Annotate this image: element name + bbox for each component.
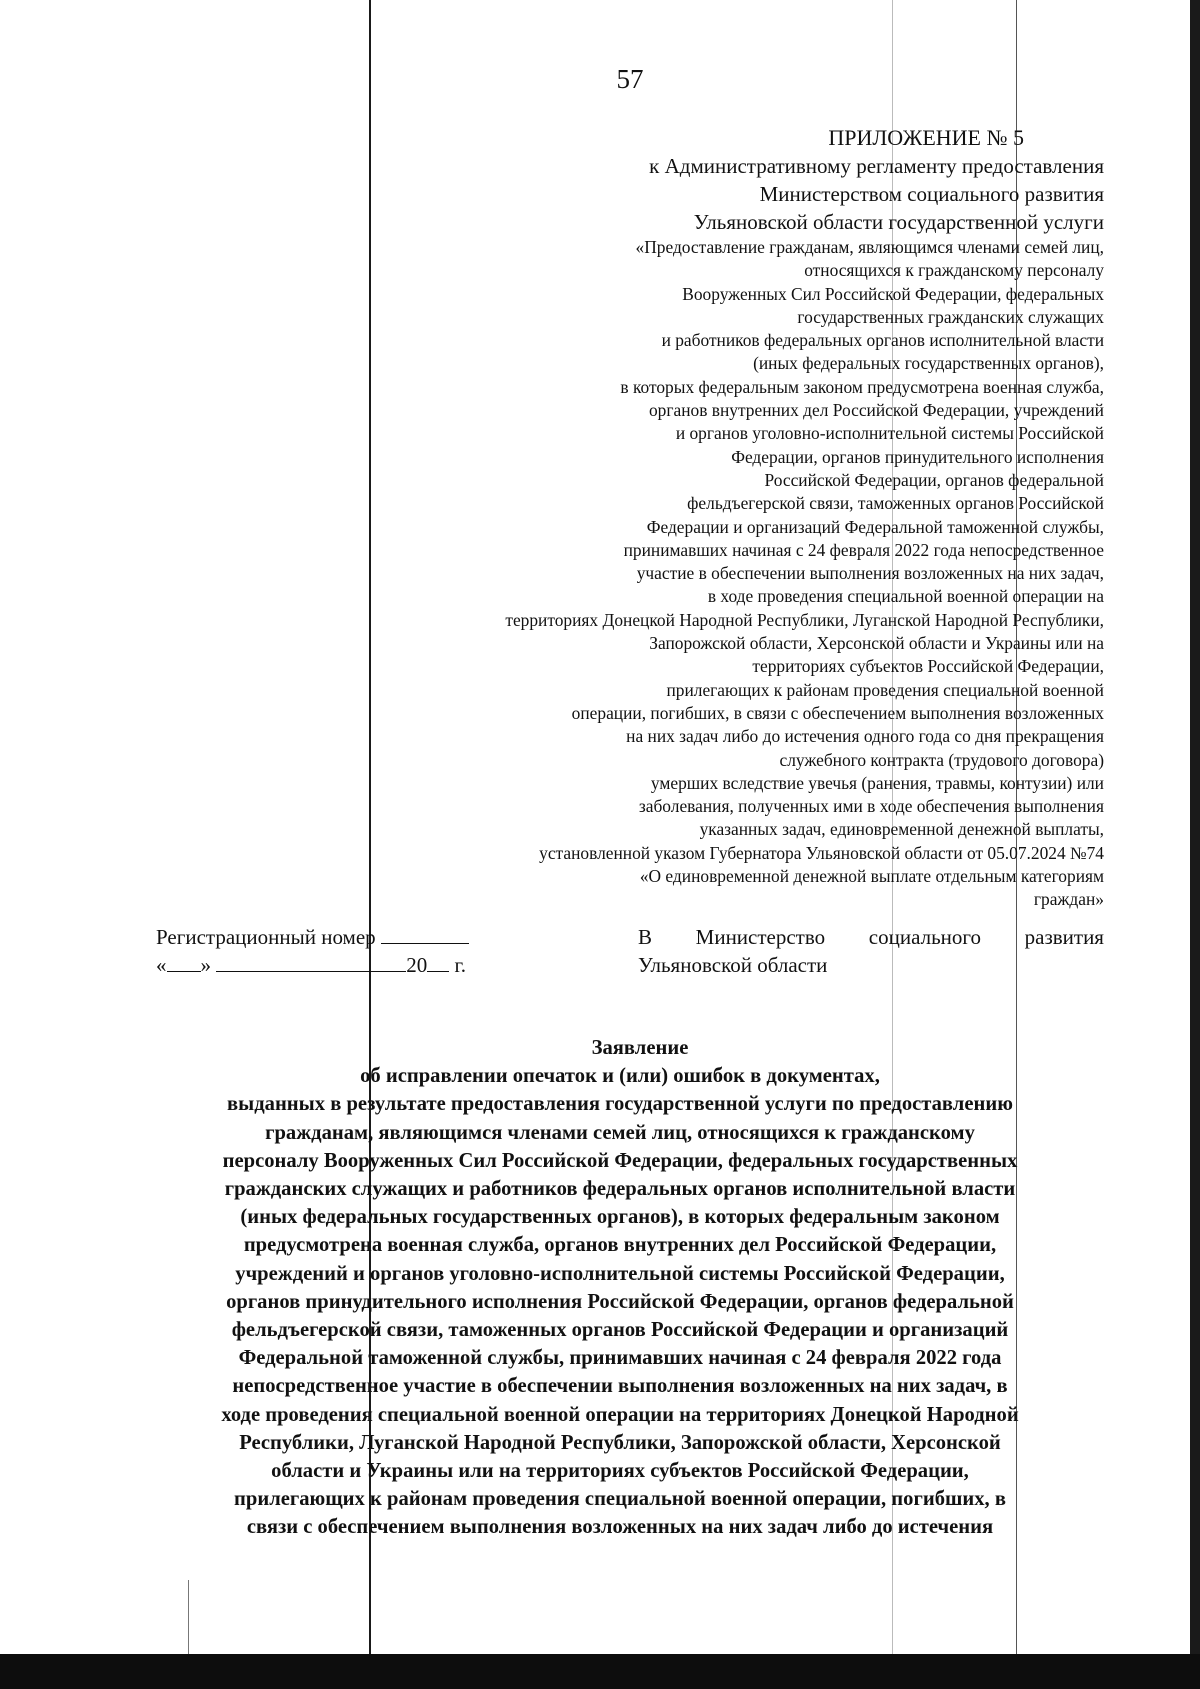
appendix-line: Федерации и организаций Федеральной таможенной службы, (646, 516, 1104, 537)
appendix-line: (иных федеральных государственных органов), (753, 353, 1104, 374)
appendix-title: ПРИЛОЖЕНИЕ № 5 (828, 125, 1024, 150)
appendix-line: операции, погибших, в связи с обеспечением выполнения возложенных (571, 702, 1104, 723)
appendix-line: относящихся к гражданскому персоналу (804, 260, 1104, 281)
appendix-header (344, 123, 1104, 912)
appendix-line: Российской Федерации, органов федеральной (764, 469, 1104, 490)
statement-line: предусмотрена военная служба, органов внутренних дел Российской Федерации, (243, 1234, 997, 1257)
addressee-block (638, 923, 1104, 979)
appendix-line: принимавших начиная с 24 февраля 2022 года непосредственное (623, 539, 1104, 560)
appendix-line: установленной указом Губернатора Ульяновской области от 05.07.2024 №74 (539, 842, 1104, 863)
addressee-line: Ульяновской области (638, 953, 828, 977)
appendix-line: на них задач либо до истечения одного года со дня прекращения (626, 726, 1104, 747)
statement-line: гражданам, являющимся членами семей лиц, относящихся к гражданскому (265, 1121, 975, 1144)
addressee-word: социального (868, 925, 981, 949)
appendix-line: участие в обеспечении выполнения возложенных на них задач, (636, 563, 1104, 584)
appendix-line: «О единовременной денежной выплате отдельным категориям (639, 866, 1104, 887)
statement-line: выданных в результате предоставления государственной услуги по предоставлению (227, 1093, 1013, 1116)
statement-line: связи с обеспечением выполнения возложенных на них задач либо до истечения (246, 1516, 994, 1539)
registration-number-row (156, 923, 536, 951)
appendix-line: «Предоставление гражданам, являющимся членами семей лиц, (635, 237, 1104, 257)
appendix-line: прилегающих к районам проведения специальной военной (666, 679, 1104, 700)
appendix-line: Министерством социального развития (759, 182, 1104, 206)
appendix-line: указанных задач, единовременной денежной выплаты, (699, 819, 1104, 840)
date-year-suffix: г. (454, 953, 466, 977)
appendix-line: и работников федеральных органов исполнительной власти (661, 330, 1104, 351)
statement-line: учреждений и органов уголовно-исполнительной системы Российской Федерации, (235, 1262, 1005, 1285)
appendix-line: служебного контракта (трудового договора) (779, 749, 1104, 770)
date-year-prefix: 20 (406, 953, 428, 977)
statement-line: фельдъегерской связи, таможенных органов Российской Федерации и организаций (231, 1319, 1009, 1342)
appendix-line: государственных гражданских служащих (797, 306, 1104, 327)
date-month-field[interactable] (216, 953, 406, 972)
scan-bottom-band (0, 1654, 1200, 1689)
appendix-line: Вооруженных Сил Российской Федерации, федеральных (682, 283, 1104, 304)
appendix-line: Федерации, органов принудительного исполнения (731, 446, 1104, 467)
appendix-line: заболевания, полученных ими в ходе обеспечения выполнения (638, 796, 1104, 817)
appendix-line: и органов уголовно-исполнительной системы Российской (675, 423, 1104, 444)
date-day-field[interactable] (167, 953, 201, 972)
addressee-word: развития (1024, 925, 1104, 949)
addressee-line (638, 923, 1104, 951)
statement-line: ходе проведения специальной военной операции на территориях Донецкой Народной (221, 1403, 1019, 1426)
appendix-line: фельдъегерской связи, таможенных органов Российской (687, 493, 1104, 514)
statement-line: гражданских служащих и работников федеральных органов исполнительной власти (224, 1178, 1016, 1201)
appendix-line: территориях Донецкой Народной Республики, Луганской Народной Республики, (505, 609, 1104, 630)
statement-line: органов принудительного исполнения Российской Федерации, органов федеральной (226, 1290, 1014, 1313)
date-year-field[interactable] (427, 953, 449, 972)
statement-line: Республики, Луганской Народной Республики, Запорожской области, Херсонской (239, 1431, 1001, 1454)
scan-edge-strip (1190, 0, 1200, 1689)
appendix-line: Запорожской области, Херсонской области и Украины или на (649, 633, 1104, 654)
appendix-line: Ульяновской области государственной услуги (693, 210, 1104, 234)
statement-line: (иных федеральных государственных органов), в которых федеральным законом (240, 1206, 1000, 1229)
appendix-line: органов внутренних дел Российской Федерации, учреждений (648, 400, 1104, 421)
appendix-line: территориях субъектов Российской Федерации, (752, 656, 1104, 677)
statement-line: области и Украины или на территориях субъектов Российской Федерации, (271, 1460, 969, 1483)
statement-line: непосредственное участие в обеспечении выполнения возложенных на них задач, в (232, 1375, 1008, 1398)
appendix-line: умерших вследствие увечья (ранения, травмы, контузии) или (650, 772, 1104, 793)
appendix-line: граждан» (1033, 889, 1104, 910)
statement-line: персоналу Вооруженных Сил Российской Федерации, федеральных государственных (222, 1149, 1018, 1172)
appendix-line: в которых федеральным законом предусмотрена военная служба, (620, 376, 1104, 397)
addressee-word: Министерство (695, 925, 826, 949)
appendix-line: к Административному регламенту предоставления (649, 154, 1104, 178)
registration-date-row (156, 951, 536, 979)
statement-line: Федеральной таможенной службы, принимавших начиная с 24 февраля 2022 года (238, 1347, 1002, 1370)
registration-number-label: Регистрационный номер (156, 925, 376, 949)
page-number: 57 (616, 64, 644, 94)
addressee-word: В (638, 925, 653, 949)
statement-line: об исправлении опечаток и (или) ошибок в документах, (360, 1065, 880, 1088)
statement-line: прилегающих к районам проведения специальной военной операции, погибших, в (234, 1488, 1006, 1511)
registration-block (156, 923, 536, 979)
date-quote-open: « (156, 953, 167, 977)
date-quote-close: » (200, 953, 211, 977)
statement-title: Заявление (591, 1037, 689, 1059)
statement-heading (140, 1034, 1100, 1542)
appendix-line: в ходе проведения специальной военной операции на (707, 586, 1104, 607)
registration-number-field[interactable] (381, 925, 469, 944)
